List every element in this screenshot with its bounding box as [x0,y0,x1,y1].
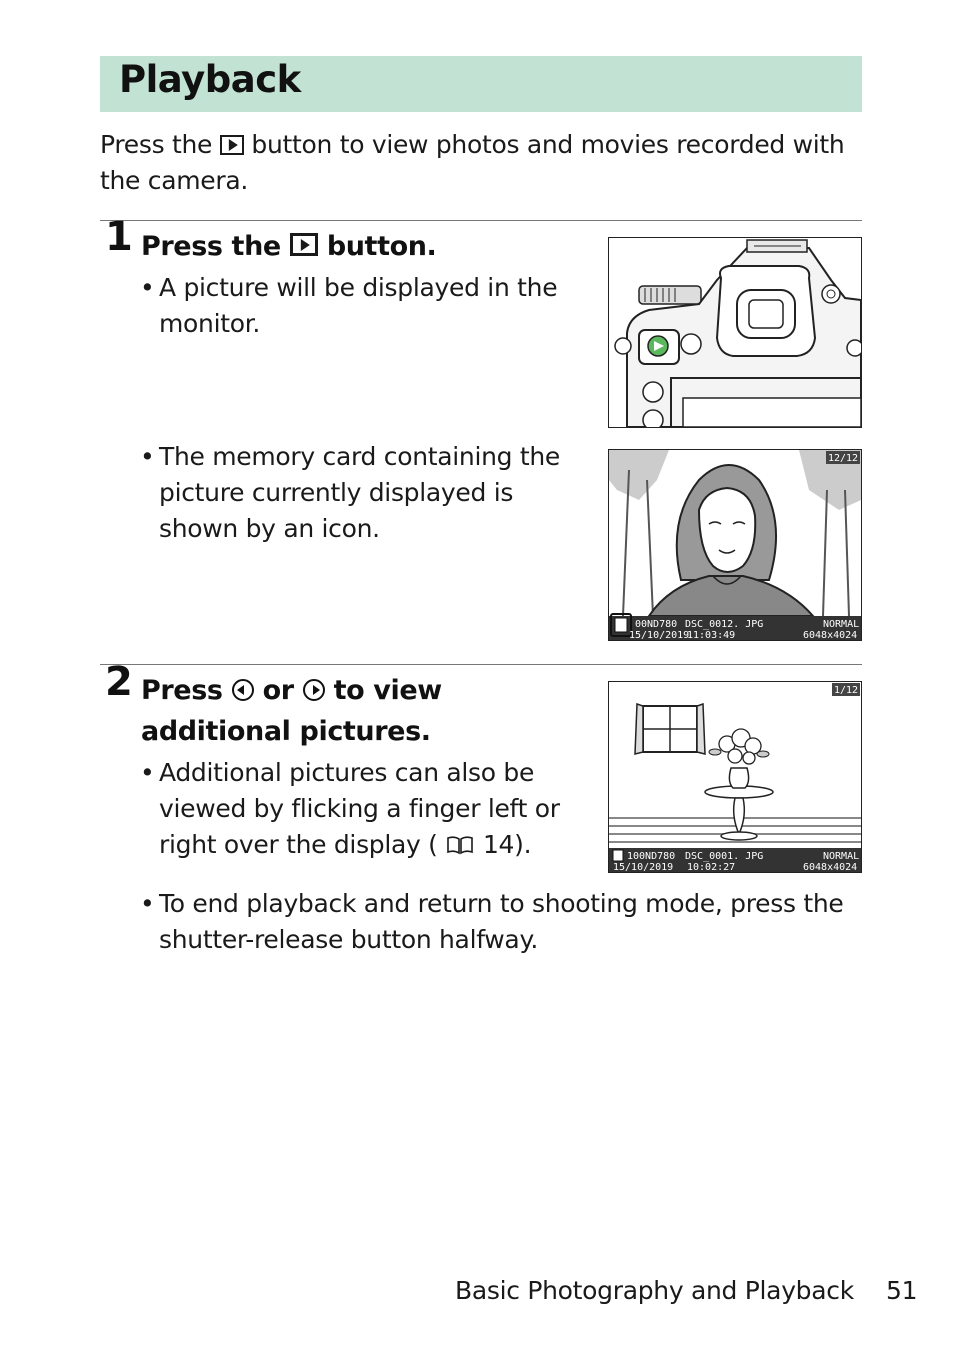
playback-display-still-life [608,681,862,873]
step-1-bullet-1 [140,270,580,342]
step-1-heading-start: Press the [141,231,281,262]
frame-count: 12/12 [827,453,859,464]
memory-card-icon [615,618,627,632]
intro-text-end: button to view photos and movies recorded with the camera. [100,130,845,195]
page-reference-icon [445,834,475,856]
section-title-bar [100,56,862,112]
step-2-divider [100,664,862,665]
step-2-heading-or: or [262,675,294,706]
intro-text-start: Press the [100,130,213,159]
capture-time: 11:03:49 [687,630,736,640]
step-2-number: 2 [105,659,133,705]
step-2-bullet-2-text: To end playback and return to shooting mode, press the shutter-release button halfway. [159,889,844,954]
step-1-number: 1 [105,214,133,260]
image-quality: NORMAL [823,619,860,630]
capture-date: 15/10/2019 [613,862,674,872]
image-size: 6048x4024 [803,630,858,640]
playback-button-icon [220,135,244,155]
multi-selector-left-icon [232,679,254,701]
bullet-dot-icon: • [140,758,155,787]
file-name: DSC_0001. JPG [685,851,764,862]
file-name: DSC_0012. JPG [685,619,764,630]
camera-back-illustration [608,237,862,428]
image-size: 6048x4024 [803,862,858,872]
page-reference-link[interactable]: 14). [482,830,532,859]
bullet-dot-icon: • [140,442,155,471]
step-2-heading-rest: to view [333,675,442,706]
capture-time: 10:02:27 [687,862,736,872]
capture-date: 15/10/2019 [629,630,690,640]
step-1-divider [100,220,862,221]
page-title: Playback [119,58,301,101]
step-2-heading [141,670,581,752]
multi-selector-right-icon [303,679,325,701]
playback-button-icon [290,233,318,256]
bullet-dot-icon: • [140,889,155,918]
step-1-bullet-2-text: The memory card containing the picture currently displayed is shown by an icon. [159,442,560,543]
frame-count: 1/12 [833,685,859,696]
intro-paragraph [100,127,860,199]
step-2-bullet-1 [140,755,580,863]
folder-name: 100ND780 [627,851,676,862]
step-1-heading [141,226,436,267]
step-2-heading-press: Press [141,675,223,706]
footer-section-name: Basic Photography and Playback [455,1276,854,1305]
memory-card-icon [613,850,623,861]
step-2-bullet-2 [140,886,860,958]
page-number: 51 [886,1276,918,1305]
folder-name: 00ND780 [635,619,678,630]
step-1-bullet-1-text: A picture will be displayed in the monitor. [159,273,558,338]
bullet-dot-icon: • [140,273,155,302]
step-2-heading-line2: additional pictures. [141,716,431,747]
step-1-bullet-2 [140,439,580,547]
step-1-heading-end: button. [326,231,437,262]
image-quality: NORMAL [823,851,860,862]
playback-display-portrait [608,449,862,641]
step-2-bullet-1-text: Additional pictures can also be viewed by flicking a finger left or right over the display ( [159,758,560,859]
